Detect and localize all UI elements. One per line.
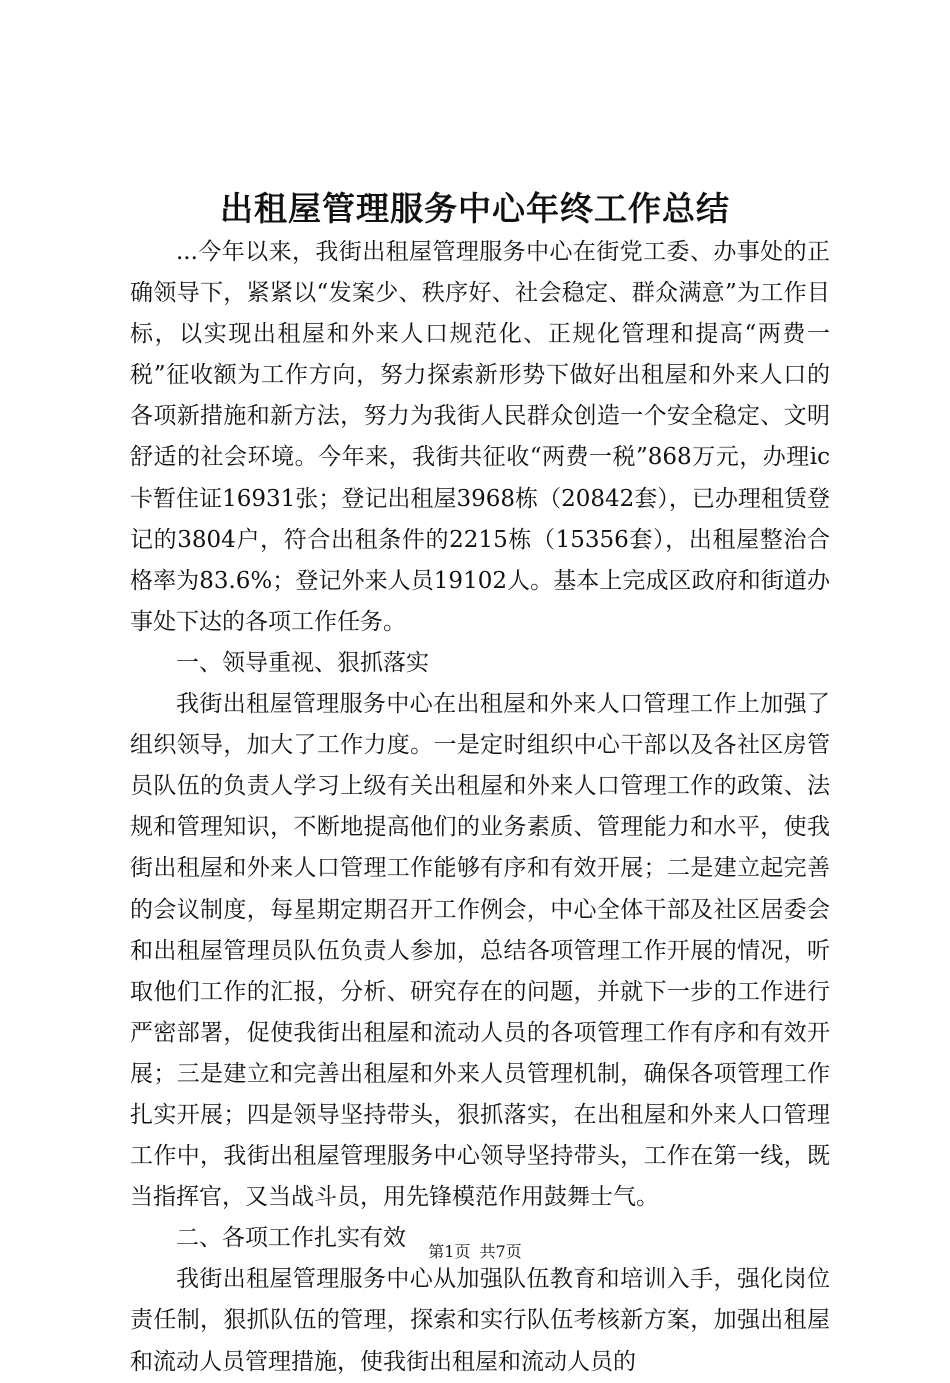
intro-paragraph: ...今年以来，我街出租屋管理服务中心在街党工委、办事处的正确领导下，紧紧以“发案少、秩序好、社会稳定、群众满意”为工作目标，以实现出租屋和外来人口规范化、正规化管理和提高“两费一税”征收额为工作方向，努力探索新形势下做好出租屋和外来人口的各项新措施和新方法，努力为我街人民群众创造一个安全稳定、文明舒适的社会环境。今年来，我街共征收“两费一税”868万元，办理ic卡暂住证16931张；登记出租屋3968栋（20842套），已办理租赁登记的3804户，符合出租条件的2215栋（15356套），出租屋整治合格率为83.6%；登记外来人员19102人。基本上完成区政府和街道办事处下达的各项工作任务。 [130,239,830,635]
section-1-paragraph: 我街出租屋管理服务中心在出租屋和外来人口管理工作上加强了组织领导，加大了工作力度。一是定时组织中心干部以及各社区房管员队伍的负责人学习上级有关出租屋和外来人口管理工作的政策、法规和管理知识，不断地提高他们的业务素质、管理能力和水平，使我街出租屋和外来人口管理工作能够有序和有效开展；二是建立起完善的会议制度，每星期定期召开工作例会，中心全体干部及社区居委会和出租屋管理员队伍负责人参加，总结各项管理工作开展的情况，听取他们工作的汇报，分析、研究存在的问题，并就下一步的工作进行严密部署，促使我街出租屋和流动人员的各项管理工作有序和有效开展；三是建立和完善出租屋和外来人员管理机制，确保各项管理工作扎实开展；四是领导坚持带头，狠抓落实，在出租屋和外来人口管理工作中，我街出租屋管理服务中心领导坚持带头，工作在第一线，既当指挥官，又当战斗员，用先锋模范作用鼓舞士气。 [130,691,830,1211]
page-footer [0,1240,950,1264]
section-heading-1: 一、领导重视、狠抓落实 [176,649,429,676]
document-body [130,232,830,1383]
section-heading-2: 二、各项工作扎实有效 [176,1225,406,1252]
section-2-paragraph: 我街出租屋管理服务中心从加强队伍教育和培训入手，强化岗位责任制，狠抓队伍的管理，探索和实行队伍考核新方案，加强出租屋和流动人员管理措施，使我街出租屋和流动人员的 [130,1266,830,1375]
page-number: 第1页 [428,1242,471,1261]
document-title: 出租屋管理服务中心年终工作总结 [220,189,730,228]
page-total: 共7页 [479,1242,522,1261]
